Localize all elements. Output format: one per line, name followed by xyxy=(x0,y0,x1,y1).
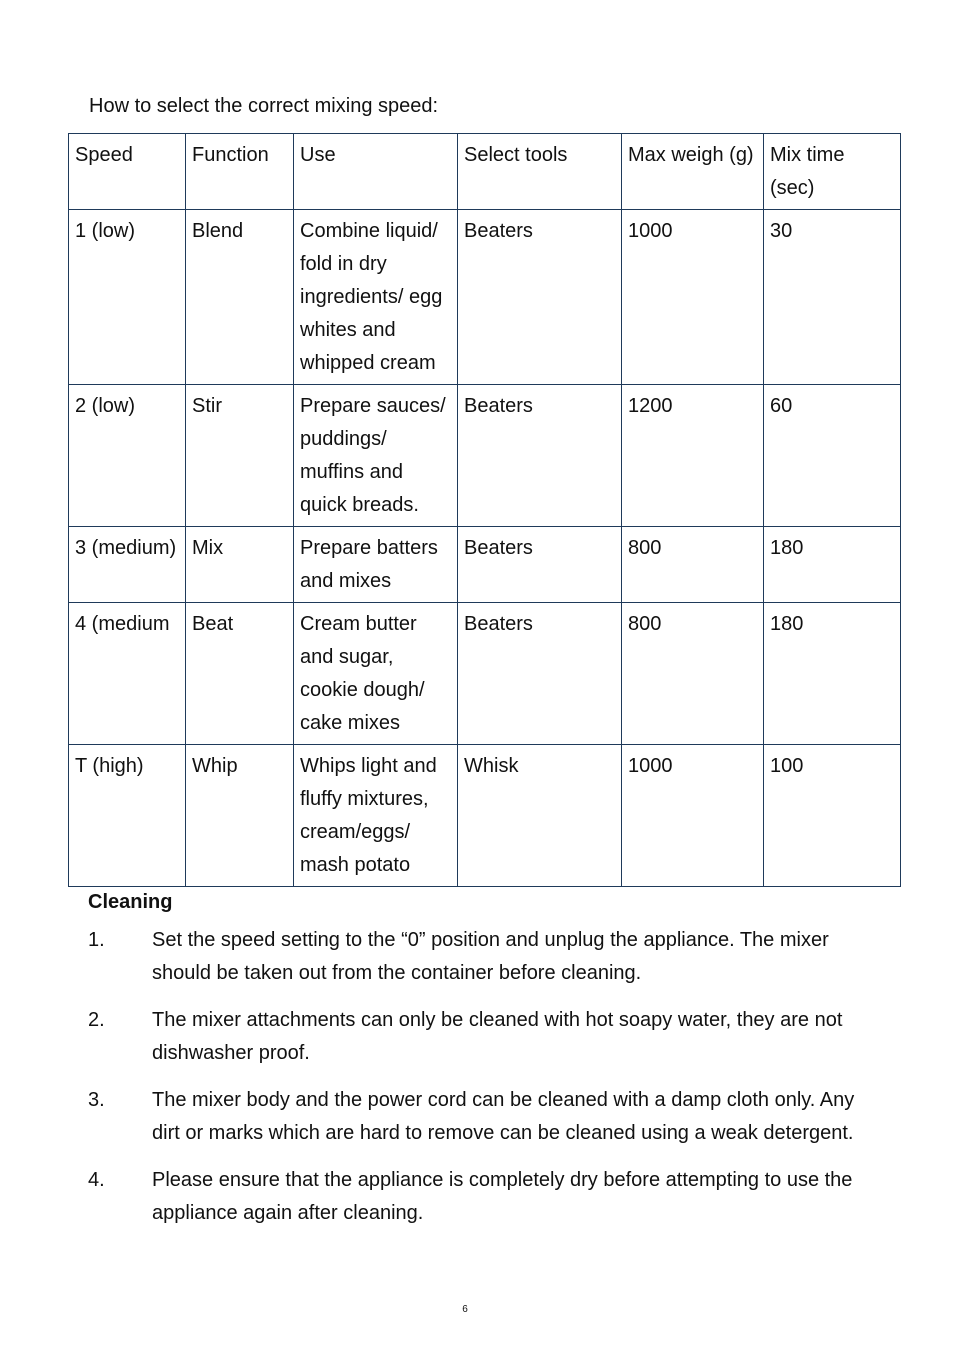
cell-mix-time: 180 xyxy=(764,603,901,745)
cell-function: Blend xyxy=(186,210,294,385)
step-number: 1. xyxy=(88,929,105,951)
cell-mix-time: 100 xyxy=(764,745,901,887)
header-function: Function xyxy=(186,134,294,210)
cell-speed: T (high) xyxy=(69,745,186,887)
cell-mix-time: 60 xyxy=(764,385,901,527)
cell-mix-time: 30 xyxy=(764,210,901,385)
table-row xyxy=(69,527,901,603)
cell-function: Mix xyxy=(186,527,294,603)
cell-tools: Whisk xyxy=(458,745,622,887)
mixing-speed-table xyxy=(68,133,901,887)
table-header-row xyxy=(69,134,901,210)
header-select-tools: Select tools xyxy=(458,134,622,210)
header-speed: Speed xyxy=(69,134,186,210)
page-number: 6 xyxy=(462,1304,468,1315)
step-number: 3. xyxy=(88,1089,105,1111)
cell-tools: Beaters xyxy=(458,210,622,385)
header-use: Use xyxy=(294,134,458,210)
cell-speed: 1 (low) xyxy=(69,210,186,385)
cleaning-heading: Cleaning xyxy=(88,891,173,913)
header-mix-time: Mix time (sec) xyxy=(764,134,901,210)
cell-max-weigh: 1200 xyxy=(622,385,764,527)
step-number: 2. xyxy=(88,1009,105,1031)
cleaning-steps-list xyxy=(88,924,863,1244)
list-item xyxy=(88,1084,863,1150)
cell-speed: 2 (low) xyxy=(69,385,186,527)
list-item xyxy=(88,1004,863,1070)
step-number: 4. xyxy=(88,1169,105,1191)
cell-function: Beat xyxy=(186,603,294,745)
cell-tools: Beaters xyxy=(458,527,622,603)
list-item xyxy=(88,924,863,990)
cell-use: Prepare batters and mixes xyxy=(294,527,458,603)
step-text: The mixer attachments can only be cleaned with hot soapy water, they are not dishwasher proof. xyxy=(152,1009,843,1064)
step-text: The mixer body and the power cord can be cleaned with a damp cloth only. Any dirt or marks which are hard to remove can be cleaned using a weak detergent. xyxy=(152,1089,855,1144)
table-row xyxy=(69,210,901,385)
cell-speed: 3 (medium) xyxy=(69,527,186,603)
cell-max-weigh: 1000 xyxy=(622,745,764,887)
cell-tools: Beaters xyxy=(458,603,622,745)
header-max-weigh: Max weigh (g) xyxy=(622,134,764,210)
intro-text: How to select the correct mixing speed: xyxy=(89,95,439,117)
table-row xyxy=(69,385,901,527)
step-text: Set the speed setting to the “0” position and unplug the appliance. The mixer should be taken out from the container before cleaning. xyxy=(152,929,829,984)
cell-max-weigh: 800 xyxy=(622,603,764,745)
cell-use: Cream butter and sugar, cookie dough/ cake mixes xyxy=(294,603,458,745)
list-item xyxy=(88,1164,863,1230)
table-row xyxy=(69,745,901,887)
step-text: Please ensure that the appliance is completely dry before attempting to use the appliance again after cleaning. xyxy=(152,1169,853,1224)
cell-mix-time: 180 xyxy=(764,527,901,603)
cell-use: Prepare sauces/ puddings/ muffins and quick breads. xyxy=(294,385,458,527)
cell-use: Whips light and fluffy mixtures, cream/eggs/ mash potato xyxy=(294,745,458,887)
cell-tools: Beaters xyxy=(458,385,622,527)
cell-speed: 4 (medium xyxy=(69,603,186,745)
cell-use: Combine liquid/ fold in dry ingredients/ egg whites and whipped cream xyxy=(294,210,458,385)
cell-max-weigh: 800 xyxy=(622,527,764,603)
cell-max-weigh: 1000 xyxy=(622,210,764,385)
cell-function: Whip xyxy=(186,745,294,887)
cell-function: Stir xyxy=(186,385,294,527)
table-row xyxy=(69,603,901,745)
